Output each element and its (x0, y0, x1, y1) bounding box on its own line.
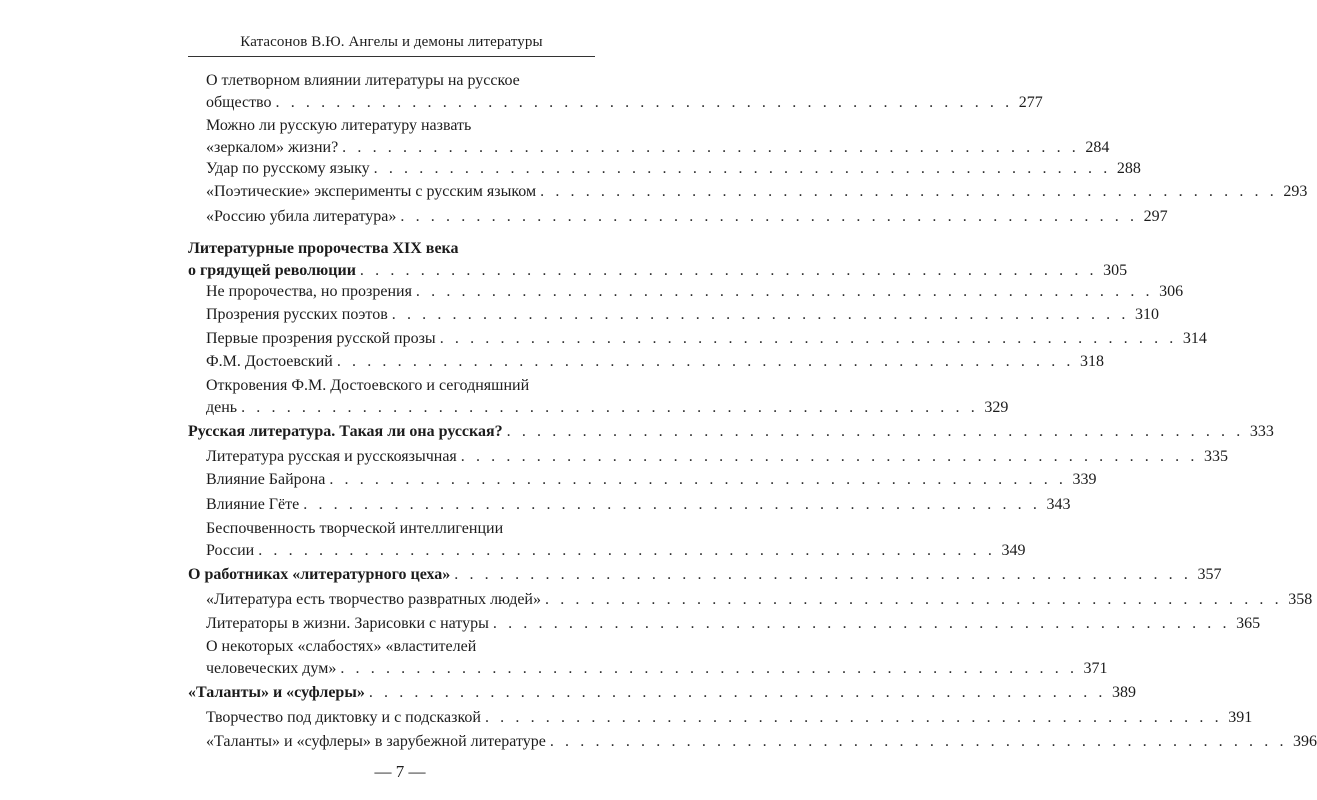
toc-section-entry[interactable] (206, 707, 1253, 729)
toc-entry-title: Литература русская и русскоязычная (206, 448, 457, 465)
toc-section-entry[interactable] (206, 328, 1207, 350)
toc-section-entry[interactable] (206, 181, 1308, 203)
toc-entry-title: о грядущей революции (188, 262, 356, 279)
toc-page-number: 329 (984, 399, 1009, 416)
toc-entry-title: Прозрения русских поэтов (206, 306, 388, 323)
toc-page-number: 358 (1288, 591, 1313, 608)
dot-leader: . . . . . . . . . . . . . . . . . . . . . . . . . . . . . . . . . . . . . . . . . . . . . . . . . (506, 423, 1244, 440)
toc-section-entry[interactable] (206, 304, 1159, 326)
toc-entry-title: Литераторы в жизни. Зарисовки с натуры (206, 615, 489, 632)
toc-entry-title: Творчество под диктовку и с подсказкой (206, 709, 481, 726)
toc-section-entry[interactable] (206, 494, 1071, 516)
toc-entry-title: «Россию убила литература» (206, 208, 397, 225)
dot-leader: . . . . . . . . . . . . . . . . . . . . . . . . . . . . . . . . . . . . . . . . . . . . . . . . . (241, 399, 979, 416)
toc-entry-title: Русская литература. Такая ли она русская? (188, 423, 503, 440)
dot-leader: . . . . . . . . . . . . . . . . . . . . . . . . . . . . . . . . . . . . . . . . . . . . . . . . . (275, 94, 1013, 111)
toc-page-number: 277 (1018, 94, 1043, 111)
toc-page-number: 396 (1293, 733, 1317, 750)
toc-entry-title: «Поэтические» эксперименты с русским языком (206, 183, 537, 200)
dot-leader: . . . . . . . . . . . . . . . . . . . . . . . . . . . . . . . . . . . . . . . . . . . . . . . . . (340, 660, 1078, 677)
toc-chapter-entry[interactable] (188, 238, 1128, 282)
toc-section-entry[interactable] (206, 375, 1009, 419)
toc-entry-title: «Таланты» и «суфлеры» (188, 684, 365, 701)
toc-entry-title: Первые прозрения русской прозы (206, 330, 436, 347)
toc-section-entry[interactable] (206, 158, 1141, 180)
toc-section-entry[interactable] (206, 115, 1110, 159)
toc-entry-title: общество (206, 94, 272, 111)
toc-page-number: 284 (1085, 139, 1110, 156)
toc-section-entry[interactable] (206, 518, 1026, 562)
toc-section-entry[interactable] (206, 589, 1313, 611)
dot-leader: . . . . . . . . . . . . . . . . . . . . . . . . . . . . . . . . . . . . . . . . . . . . . . . . . (368, 684, 1107, 701)
toc-entry-title: «зеркалом» жизни? (206, 139, 339, 156)
toc-entry-title-line: О некоторых «слабостях» «властителей (206, 638, 477, 655)
toc-entry-title: «Таланты» и «суфлеры» в зарубежной литературе (206, 733, 546, 750)
toc-page-number: 371 (1083, 660, 1108, 677)
dot-leader: . . . . . . . . . . . . . . . . . . . . . . . . . . . . . . . . . . . . . . . . . . . . . . . . . (336, 353, 1075, 370)
toc-entry-title: Не пророчества, но прозрения (206, 283, 412, 300)
dot-leader: . . . . . . . . . . . . . . . . . . . . . . . . . . . . . . . . . . . . . . . . . . . . . . . . . (391, 306, 1129, 323)
toc-section-entry[interactable] (206, 731, 1317, 753)
toc-entry-title: О работниках «литературного цеха» (188, 566, 451, 583)
toc-section-entry[interactable] (206, 469, 1097, 491)
toc-page-number: 335 (1203, 448, 1228, 465)
dot-leader: . . . . . . . . . . . . . . . . . . . . . . . . . . . . . . . . . . . . . . . . . . . . . . . . . (484, 709, 1223, 726)
toc-page-number: 339 (1072, 471, 1097, 488)
dot-leader: . . . . . . . . . . . . . . . . . . . . . . . . . . . . . . . . . . . . . . . . . . . . . . . . . (439, 330, 1177, 347)
toc-page-number: 389 (1112, 684, 1137, 701)
dot-leader: . . . . . . . . . . . . . . . . . . . . . . . . . . . . . . . . . . . . . . . . . . . . . . . . . (454, 566, 1192, 583)
toc-entry-title: Влияние Гёте (206, 496, 300, 513)
toc-page-number: 314 (1182, 330, 1207, 347)
toc-entry-title: «Литература есть творчество развратных людей» (206, 591, 541, 608)
toc-page-number: 293 (1283, 183, 1308, 200)
toc-section-entry[interactable] (206, 281, 1184, 303)
dot-leader: . . . . . . . . . . . . . . . . . . . . . . . . . . . . . . . . . . . . . . . . . . . . . . . . . (373, 160, 1111, 177)
toc-page-number: 297 (1143, 208, 1168, 225)
dot-leader: . . . . . . . . . . . . . . . . . . . . . . . . . . . . . . . . . . . . . . . . . . . . . . . . . (492, 615, 1231, 632)
dot-leader: . . . . . . . . . . . . . . . . . . . . . . . . . . . . . . . . . . . . . . . . . . . . . . . . . (415, 283, 1154, 300)
toc-page-number: 288 (1116, 160, 1141, 177)
toc-entry-title: Ф.М. Достоевский (206, 353, 333, 370)
dot-leader: . . . . . . . . . . . . . . . . . . . . . . . . . . . . . . . . . . . . . . . . . . . . . . . . . (303, 496, 1041, 513)
dot-leader: . . . . . . . . . . . . . . . . . . . . . . . . . . . . . . . . . . . . . . . . . . . . . . . . . (329, 471, 1067, 488)
toc-chapter-entry[interactable] (188, 564, 1222, 586)
toc-section-entry[interactable] (206, 446, 1228, 468)
toc-page-number: 305 (1103, 262, 1128, 279)
toc-page-number: 333 (1249, 423, 1274, 440)
dot-leader: . . . . . . . . . . . . . . . . . . . . . . . . . . . . . . . . . . . . . . . . . . . . . . . . . (549, 733, 1288, 750)
toc-section-entry[interactable] (206, 351, 1105, 373)
page-number-folio: — 7 — (374, 762, 426, 781)
running-title: Катасонов В.Ю. Ангелы и демоны литературы (240, 34, 543, 50)
toc-entry-title-line: Литературные пророчества XIX века (188, 240, 459, 257)
dot-leader: . . . . . . . . . . . . . . . . . . . . . . . . . . . . . . . . . . . . . . . . . . . . . . . . . (540, 183, 1278, 200)
toc-chapter-entry[interactable] (188, 421, 1274, 443)
toc-entry-title: Влияние Байрона (206, 471, 326, 488)
toc-entry-title-line: О тлетворном влиянии литературы на русское (206, 72, 520, 89)
dot-leader: . . . . . . . . . . . . . . . . . . . . . . . . . . . . . . . . . . . . . . . . . . . . . . . . . (342, 139, 1080, 156)
toc-page-number: 306 (1159, 283, 1184, 300)
toc-section-entry[interactable] (206, 70, 1043, 114)
dot-leader: . . . . . . . . . . . . . . . . . . . . . . . . . . . . . . . . . . . . . . . . . . . . . . . . . (359, 262, 1098, 279)
toc-entry-title: России (206, 542, 255, 559)
header-rule (188, 56, 595, 57)
toc-page-number: 318 (1080, 353, 1105, 370)
toc-entry-title: человеческих дум» (206, 660, 337, 677)
toc-entry-title: день (206, 399, 238, 416)
dot-leader: . . . . . . . . . . . . . . . . . . . . . . . . . . . . . . . . . . . . . . . . . . . . . . . . . (460, 448, 1198, 465)
dot-leader: . . . . . . . . . . . . . . . . . . . . . . . . . . . . . . . . . . . . . . . . . . . . . . . . . (545, 591, 1283, 608)
toc-chapter-entry[interactable] (188, 682, 1137, 704)
toc-entry-title-line: Откровения Ф.М. Достоевского и сегодняшний (206, 377, 530, 394)
dot-leader: . . . . . . . . . . . . . . . . . . . . . . . . . . . . . . . . . . . . . . . . . . . . . . . . . (258, 542, 996, 559)
toc-page-number: 310 (1134, 306, 1159, 323)
dot-leader: . . . . . . . . . . . . . . . . . . . . . . . . . . . . . . . . . . . . . . . . . . . . . . . . . (400, 208, 1138, 225)
toc-page-number: 349 (1001, 542, 1026, 559)
toc-page-number: 343 (1046, 496, 1071, 513)
toc-entry-title: Удар по русскому языку (206, 160, 370, 177)
toc-entry-title-line: Можно ли русскую литературу назвать (206, 117, 472, 134)
toc-entry-title-line: Беспочвенность творческой интеллигенции (206, 520, 504, 537)
toc-section-entry[interactable] (206, 613, 1261, 635)
toc-section-entry[interactable] (206, 206, 1168, 228)
toc-section-entry[interactable] (206, 636, 1108, 680)
toc-page-number: 365 (1236, 615, 1261, 632)
toc-page-number: 357 (1197, 566, 1222, 583)
toc-page-number: 391 (1228, 709, 1253, 726)
